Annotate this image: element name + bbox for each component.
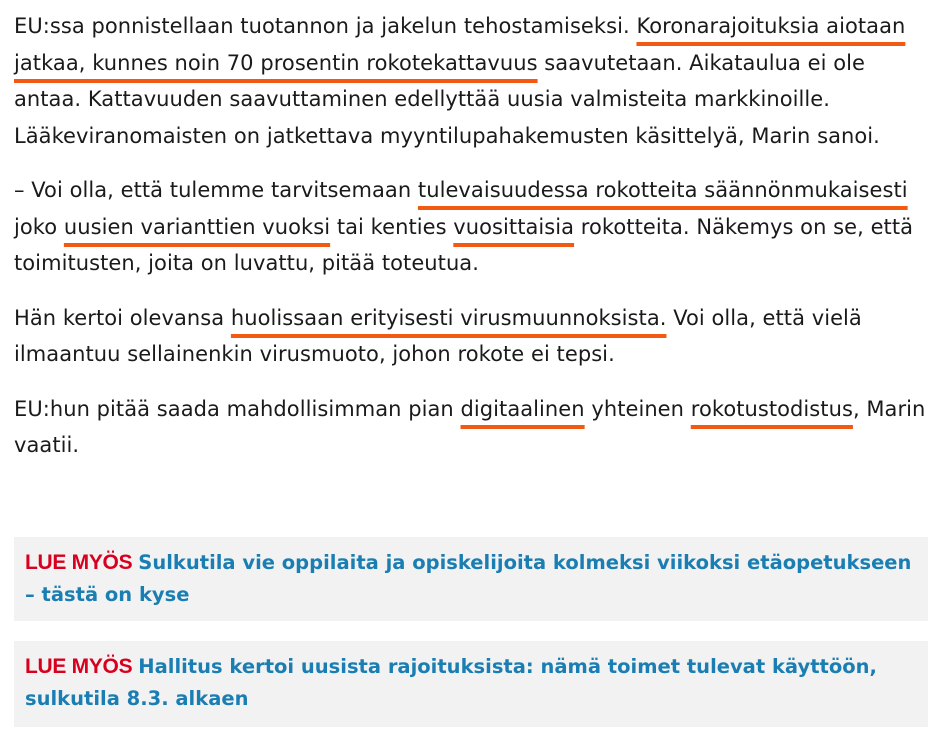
text: Voi olla, että vielä ilmaantuu sellainenkin virusmuoto, johon rokote ei tepsi. <box>14 305 862 366</box>
text: yhteinen <box>584 396 691 421</box>
text: joko <box>14 214 64 239</box>
text: – Voi olla, että tulemme tarvitsemaan <box>14 178 418 202</box>
article-body <box>14 8 934 482</box>
highlight: rokotustodistus <box>690 396 853 421</box>
read-more-box[interactable] <box>14 641 928 727</box>
highlight: digitaalinen <box>460 396 585 421</box>
paragraph-3 <box>14 300 934 373</box>
highlight: uusien varianttien vuoksi <box>63 214 331 239</box>
text: saavutetaan. Aikataulua ei ole antaa. Kattavuuden saavuttaminen edellyttää uusia valmisteita markkinoille. Lääkeviranomaisten on jatkettava myyntilupahakemusten käsittelyä, Marin sanoi. <box>14 50 880 148</box>
paragraph-2 <box>14 172 934 282</box>
text: rokotteita. Näkemys on se, että toimitusten, joita on luvattu, pitää toteutua. <box>14 214 914 275</box>
read-more-link[interactable]: Hallitus kertoi uusista rajoituksista: nämä toimet tulevat käyttöön, sulkutila 8.3. alkaen <box>25 655 877 710</box>
highlight: tulevaisuudessa rokotteita säännönmukaisesti <box>417 178 908 202</box>
text: , Marin vaatii. <box>14 396 926 457</box>
text: Hän kertoi olevansa <box>14 305 231 330</box>
read-more-box[interactable] <box>14 537 928 621</box>
highlight: vuosittaisia <box>453 214 575 239</box>
text: EU:hun pitää saada mahdollisimman pian <box>14 396 461 421</box>
read-more-tag: LUE MYÖS <box>25 655 133 678</box>
paragraph-1 <box>14 8 934 154</box>
text: EU:ssa ponnistellaan tuotannon ja jakelun tehostamiseksi. <box>14 14 637 38</box>
highlight: huolissaan erityisesti virusmuunnoksista. <box>230 305 667 330</box>
paragraph-4 <box>14 391 934 464</box>
read-more-link[interactable]: Sulkutila vie oppilaita ja opiskelijoita kolmeksi viikoksi etäopetukseen – tästä on kyse <box>25 551 912 606</box>
text: tai kenties <box>330 214 454 239</box>
read-more-tag: LUE MYÖS <box>25 551 133 574</box>
highlight: Koronarajoituksia aiotaan jatkaa, kunnes noin 70 prosentin rokotekattavuus <box>14 14 906 75</box>
